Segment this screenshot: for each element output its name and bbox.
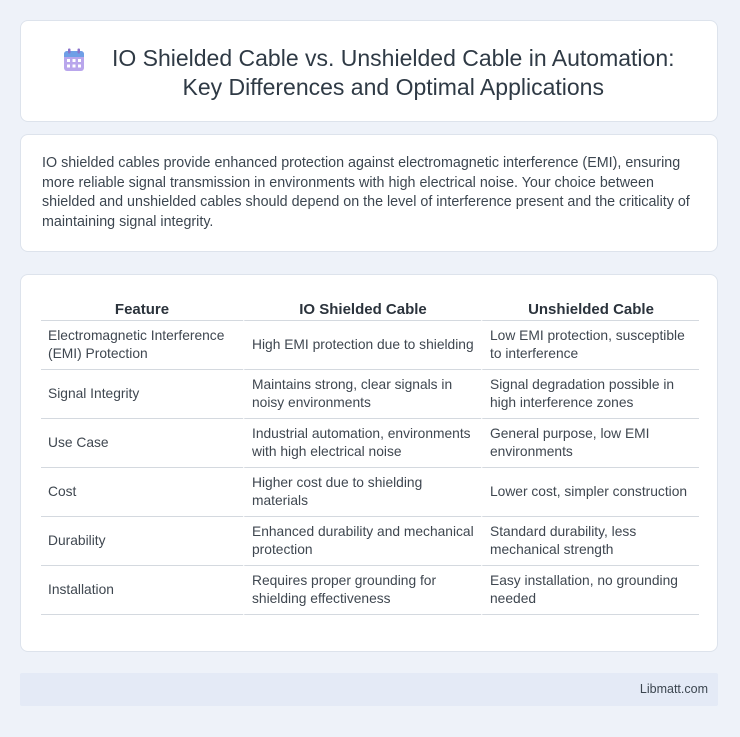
feature-cell: Durability (41, 517, 243, 566)
table-row (41, 419, 699, 468)
calendar-icon (63, 48, 85, 72)
unshielded-cell: Lower cost, simpler construction (481, 468, 699, 517)
table-row (41, 321, 699, 370)
table-row (41, 566, 699, 615)
shielded-cell: Higher cost due to shielding materials (243, 468, 481, 517)
header-unshielded: Unshielded Cable (481, 296, 699, 321)
unshielded-cell: Signal degradation possible in high interference zones (481, 370, 699, 419)
shielded-cell: Industrial automation, environments with high electrical noise (243, 419, 481, 468)
table-row (41, 370, 699, 419)
feature-cell: Cost (41, 468, 243, 517)
feature-cell: Electromagnetic Interference (EMI) Protection (41, 321, 243, 370)
feature-cell: Use Case (41, 419, 243, 468)
shielded-cell: High EMI protection due to shielding (243, 321, 481, 370)
comparison-table (41, 296, 699, 615)
shielded-cell: Maintains strong, clear signals in noisy environments (243, 370, 481, 419)
unshielded-cell: Low EMI protection, susceptible to interference (481, 321, 699, 370)
intro-paragraph: IO shielded cables provide enhanced protection against electromagnetic interference (EMI), ensuring more reliable signal transmission in environments with high electrical noise. Your choice between shielded and unshielded cables should depend on the level of interference present and the criticality of maintaining signal integrity. (42, 155, 690, 230)
footer-brand-link[interactable]: Libmatt.com (639, 682, 708, 696)
feature-cell: Installation (41, 566, 243, 615)
unshielded-cell: General purpose, low EMI environments (481, 419, 699, 468)
intro-card (20, 134, 718, 252)
feature-cell: Signal Integrity (41, 370, 243, 419)
page-title-line-2: Key Differences and Optimal Applications (182, 74, 604, 100)
table-row (41, 517, 699, 566)
comparison-card (20, 274, 718, 652)
table-header-row (41, 296, 699, 321)
unshielded-cell: Standard durability, less mechanical strength (481, 517, 699, 566)
shielded-cell: Requires proper grounding for shielding effectiveness (243, 566, 481, 615)
title-card (20, 20, 718, 122)
page-title-line-1: IO Shielded Cable vs. Unshielded Cable in Automation: (111, 45, 675, 71)
table-row (41, 468, 699, 517)
title-wrap (21, 44, 717, 102)
footer (20, 673, 718, 706)
header-feature: Feature (41, 296, 243, 321)
page-title (112, 44, 675, 102)
shielded-cell: Enhanced durability and mechanical protection (243, 517, 481, 566)
unshielded-cell: Easy installation, no grounding needed (481, 566, 699, 615)
header-shielded: IO Shielded Cable (243, 296, 481, 321)
